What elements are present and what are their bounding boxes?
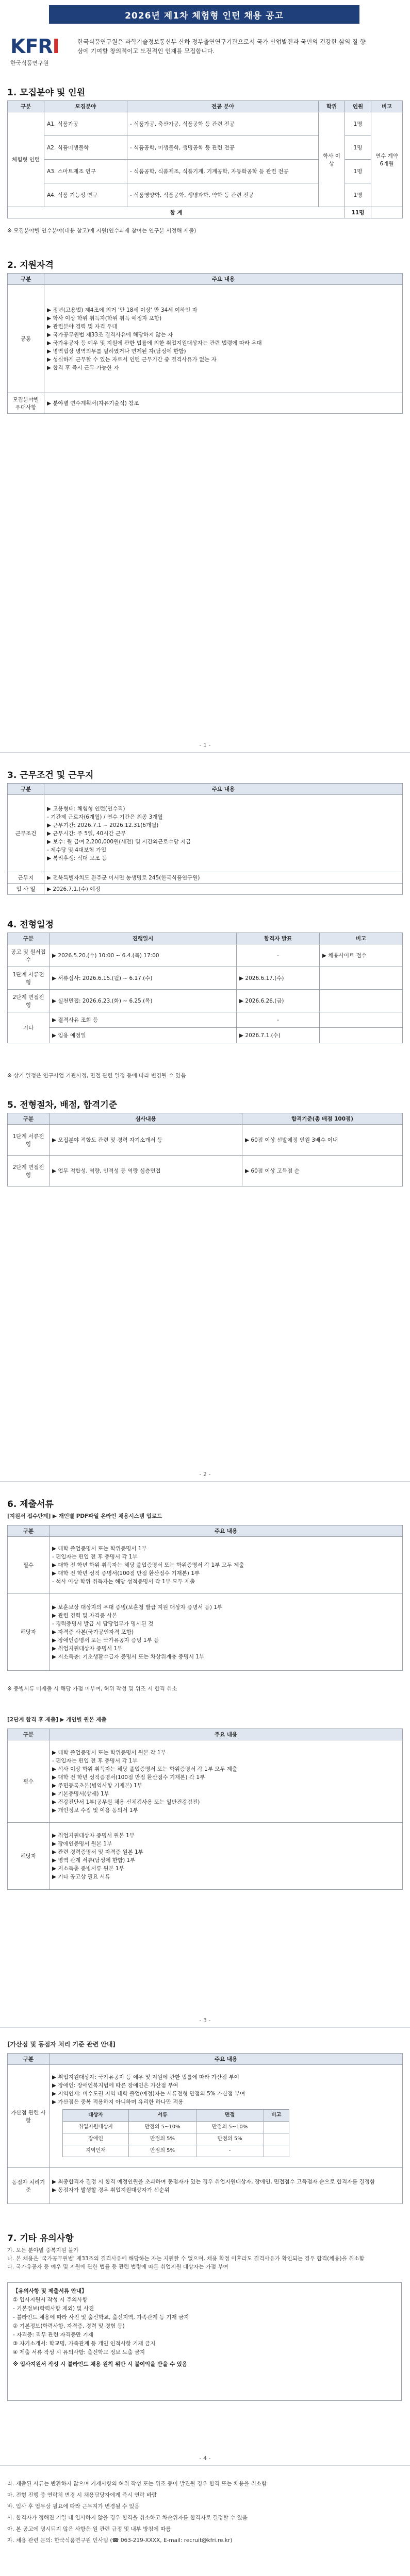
- page-number: - 4 -: [199, 2455, 211, 2462]
- s7-items: 가. 모든 분야별 중복지원 불가 나. 본 채용은 '국가공무원법' 제33조의 결격사유에 해당하는 자는 지원할 수 없으며, 채용 확정 이후라도 결격사유가 확인되는 경우 합격(채용)을 취소함 다. 국가유공자 등 예우 및 지원에 관한 법률 등 관련 법령에 따른 취업지원 대상자는 가점 부여: [7, 2247, 365, 2270]
- logo-subtitle: 한국식품연구원: [10, 60, 49, 66]
- section-6-heading: 6. 제출서류: [7, 1499, 54, 1510]
- group-cell: 체험형 인턴: [8, 112, 44, 207]
- s4-note: ※ 상기 일정은 연구사업 기관사정, 면접 관련 일정 등에 따라 변경될 수 있음: [7, 1073, 186, 1079]
- page-number: - 2 -: [199, 1471, 211, 1478]
- section-5-heading: 5. 전형절차, 배점, 합격기준: [7, 1100, 118, 1110]
- title-bar: [49, 5, 359, 24]
- notice-box: 【유의사항 및 제출서류 안내】 ① 입사지원서 작성 시 주의사항 - 기본정보(학력사항 제외) 및 사진 - 블라인드 채용에 따라 사진 및 출신학교, 출신지역, 가족관계 등 기재 금지 ② 기본정보(학력사항, 자격증, 경력 및 경험 등) - 자격증: 직무 관련 자격증만 기재 ③ 자기소개서: 학교명, 가족관계 등 개인 인적사항 기재 금지 ④ 제출 서류 작성 시 유의사항: 출신학교 정보 노출 금지 ※ 입사지원서 작성 시 블라인드 채용 원칙 위반 시 불이익을 받을 수 있음: [7, 2282, 402, 2401]
- kfri-logo: [10, 35, 72, 71]
- section-4-heading: 4. 전형일정: [7, 920, 54, 930]
- field-code: A1. 식품가공: [44, 112, 127, 136]
- section-2-heading: 2. 지원자격: [7, 260, 54, 270]
- bonus-heading: [가산점 및 동점자 처리 기준 관련 안내]: [7, 2041, 116, 2048]
- page-number: - 3 -: [199, 2017, 211, 2024]
- intro-text: 한국식품연구원은 과학기술정보통신부 산하 정부출연연구기관으로서 국가 산업발전과 국민의 건강한 삶의 질 향상에 기여할 창의적이고 도전적인 인재를 모집합니다.: [77, 38, 366, 55]
- s6-sub2: [2단계 합격 후 제출] ▶ 개인별 원본 제출: [7, 1717, 107, 1723]
- bonus-inner-table: 대상자 서류 면접 비고 취업지원대상자 만점의 5~10% 만점의 5~10% 장애인 만점의 5% 만점의 5% 지역인재 만점의 5% -: [62, 2109, 289, 2157]
- page-number: - 1 -: [199, 742, 211, 749]
- s1-note: ※ 모집분야별 연수분야(내용 참고)에 지원(연수과제 참여는 연구분 서정해 제출): [7, 228, 196, 234]
- section-3-heading: 3. 근무조건 및 근무지: [7, 770, 94, 781]
- s6-note1: ※ 증빙서류 미제출 시 해당 가점 미부여, 허위 작성 및 위조 시 합격 취소: [7, 1686, 177, 1692]
- section-1-heading: 1. 모집분야 및 인원: [7, 88, 85, 98]
- page-divider: [0, 2465, 410, 2466]
- page-title: 2026년 제1차 체험형 인턴 채용 공고: [125, 10, 284, 21]
- page-divider: [0, 2027, 410, 2028]
- page-divider: [0, 752, 410, 753]
- schedule-table: 구분 진행일시 합격자 발표 비고 공고 및 원서접수 ▶ 2026.5.20.(수) 10:00 ~ 6.4.(목) 17:00 - ▶ 채용사이트 접수 1단계 서류전형 ▶ 서류심사: 2026.6.15.(월) ~ 6.17.(수) ▶ 2026.6.17.(수) 2단계 면접전형 ▶ 실천면접: 2026.6.23.(화) ~ 6.25.(목) ▶ 2026.6.26.(금) 기타 ▶ 결격사유 조회 등 - ▶ 임용 예정일 ▶ 2026.7.1.(수): [7, 933, 403, 1043]
- s6-sub1: [지원서 접수단계] ▶ 개인별 PDF파일 온라인 채용시스템 업로드: [7, 1513, 162, 1519]
- conditions-table: 구분 주요 내용 근무조건 ▶ 고용형태: 체험형 인턴(연수직) - 기간제 근로자(6개월) / 연수 기간은 최종 3개월 ▶ 근무기간: 2026.7.1 ~ 2026.12.31(6개월) ▶ 근무시간: 주 5일, 40시간 근무 ▶ 보수: 월 급여 2,200,000원(세전) 및 시간외근로수당 지급 - 제수당 및 4대보험 가입 ▶ 복리후생: 식대 보조 등 근무지 ▶ 전북특별자치도 완주군 이서면 농생명로 245(한국식품연구원) 입 사 일 ▶ 2026.7.1.(수) 예정: [7, 783, 403, 895]
- section-7-heading: 7. 기타 유의사항: [7, 2233, 74, 2244]
- process-table: 구분 심사내용 합격기준(총 배점 100점) 1단계 서류전형 ▶ 모집분야 적합도 관련 및 경력 자기소개서 등 ▶ 60점 이상 선발예정 인원 3배수 이내 2단계 면접전형 ▶ 업무 적합성, 역량, 인격성 등 역량 심층면접 ▶ 60점 이상 고득점 순: [7, 1113, 403, 1187]
- field-major: - 식품가공, 축산가공, 식품공학 등 관련 전공: [127, 112, 319, 136]
- bonus-table: 구분 주요 내용 가산점 관련 사항 ▶ 취업지원대상자: 국가유공자 등 예우 및 지원에 관한 법률에 따라 가산점 부여 ▶ 장애인: 장애인복지법에 따른 장애인은 가산점 부여 ▶ 지역인재: 비수도권 지역 대학 졸업(예정)자는 서류전형 만점의 5% 가산점 부여 ▶ 가산점은 중복 적용하지 아니하며 유리한 하나만 적용 대상자 서류 면접 비고 취업지원대상자 만점의 5~10% 만점의 5~10% 장애인 만점의 5% 만점의 5% 지역인재 만점의 5% - 동점자 처리기준 ▶ 최종합격자 결정 시 합격 예정인원을 초과하여 동점자가 있는 경우 취업지원대상자, 장애인, 면접점수 고득점자 순으로 합격자를 결정함 ▶ 동점자가 발생할 경우 취업지원대상자가 선순위: [7, 2053, 403, 2204]
- page-divider: [0, 1481, 410, 1482]
- s7-more: 라. 제출된 서류는 반환하지 않으며 기재사항의 허위 작성 또는 위조 등이 발견될 경우 합격 또는 채용을 취소함 마. 전형 진행 중 연락처 변경 시 채용담당자에게 즉시 연락 바람 바. 입사 후 업무상 필요에 따라 근무지가 변경될 수 있음 사. 합격자가 정해진 기일 내 입사하지 않을 경우 합격을 취소하고 차순위자를 합격자로 결정할 수 있음 아. 본 공고에 명시되지 않은 사항은 원 관련 규정 및 내부 방침에 따름 자. 채용 관련 문의: 한국식품연구원 인사팀 (☎ 063-219-XXXX, E-mail: recruit@kfri.re.kr): [7, 2481, 267, 2544]
- recruit-table: 구분 모집분야 전공 분야 학위 인원 비고 체험형 인턴 A1. 식품가공 - 식품가공, 축산가공, 식품공학 등 관련 전공 학사 이상 1명 연수 계약 6개월 A2. 식품미생물학 - 식품공학, 미생물학, 생명공학 등 관련 전공 1명 A3. 스마트제조 연구 - 식품공학, 식품제조, 식품기계, 기계공학, 자동화공학 등 관련 전공 1명 A4. 식품 기능성 연구 - 식품영양학, 식품공학, 생명과학, 약학 등 관련 전공 1명 합 계 11명: [7, 100, 403, 218]
- eligibility-table: 구분 주요 내용 공통 ▶ 정년(고용법) 제4조에 의거 '만 18세 이상' 만 34세 이하인 자 ▶ 학사 이상 학위 취득자(학위 취득 예정자 포함) ▶ 관련분야 경력 및 자격 우대 ▶ 국가공무원법 제33조 결격사유에 해당하지 않는 자 ▶ 국가유공자 등 예우 및 지원에 관한 법률에 의한 취업지원대상자는 관련 법령에 따라 우대 ▶ 병역법상 병역의무를 필하였거나 면제된 자(남성에 한함) ▶ 성실하게 근무할 수 있는 자로서 인턴 근무기간 중 결격사유가 없는 자 ▶ 합격 후 즉시 근무 가능한 자 모집분야별 우대사항 ▶ 분야별 연수계획서(자유기술식) 참조: [7, 273, 403, 414]
- documents-table-1: 구분 주요 내용 필수 ▶ 대학 졸업증명서 또는 학위증명서 1부 - 편입자는 편입 전 후 증명서 각 1부 ▶ 대학 전 학년 학위 취득자는 해당 졸업증명서 또는 학위증명서 각 1부 모두 제출 ▶ 대학 전 학년 성적 증명서(100점 만점 환산점수 기재본) 1부 - 석사 이상 학위 취득자는 해당 성적증명서 각 1부 모두 제출 해당자 ▶ 보훈보상 대상자의 우대 증빙(보훈청 발급 지원 대상자 증명서 등) 1부 ▶ 관련 경력 및 자격증 사본 - 경력증명서 발급 시 담당업무가 명시된 것 ▶ 자격증 사본(국가공인자격 포함) ▶ 장애인증명서 또는 국가유공자 증빙 1부 등 ▶ 취업지원대상자 증명서 1부 ▶ 저소득층: 기초생활수급자 증명서 또는 차상위계층 증명서 1부: [7, 1525, 403, 1671]
- documents-table-2: 구분 주요 내용 필수 ▶ 대학 졸업증명서 또는 학위증명서 원본 각 1부 - 편입자는 편입 전 후 증명서 각 1부 ▶ 석사 이상 학위 취득자는 해당 졸업증명서 또는 학위증명서 각 1부 모두 제출 ▶ 대학 전 학년 성적증명서(100점 만점 환산점수 기재본) 각 1부 ▶ 주민등록초본(병역사항 기재본) 1부 ▶ 기본증명서(상세) 1부 ▶ 건강진단서 1부(공무원 채용 신체검사용 또는 일반건강검진) ▶ 개인정보 수집 및 이용 동의서 1부 해당자 ▶ 취업지원대상자 증명서 원본 1부 ▶ 장애인증명서 원본 1부 ▶ 관련 경력증명서 및 자격증 원본 1부 ▶ 병역 관계 서류(남성에 한함) 1부 ▶ 저소득층 증빙서류 원본 1부 ▶ 기타 공고상 필요 서류: [7, 1728, 403, 1890]
- logo-mark: KFRI: [10, 35, 59, 58]
